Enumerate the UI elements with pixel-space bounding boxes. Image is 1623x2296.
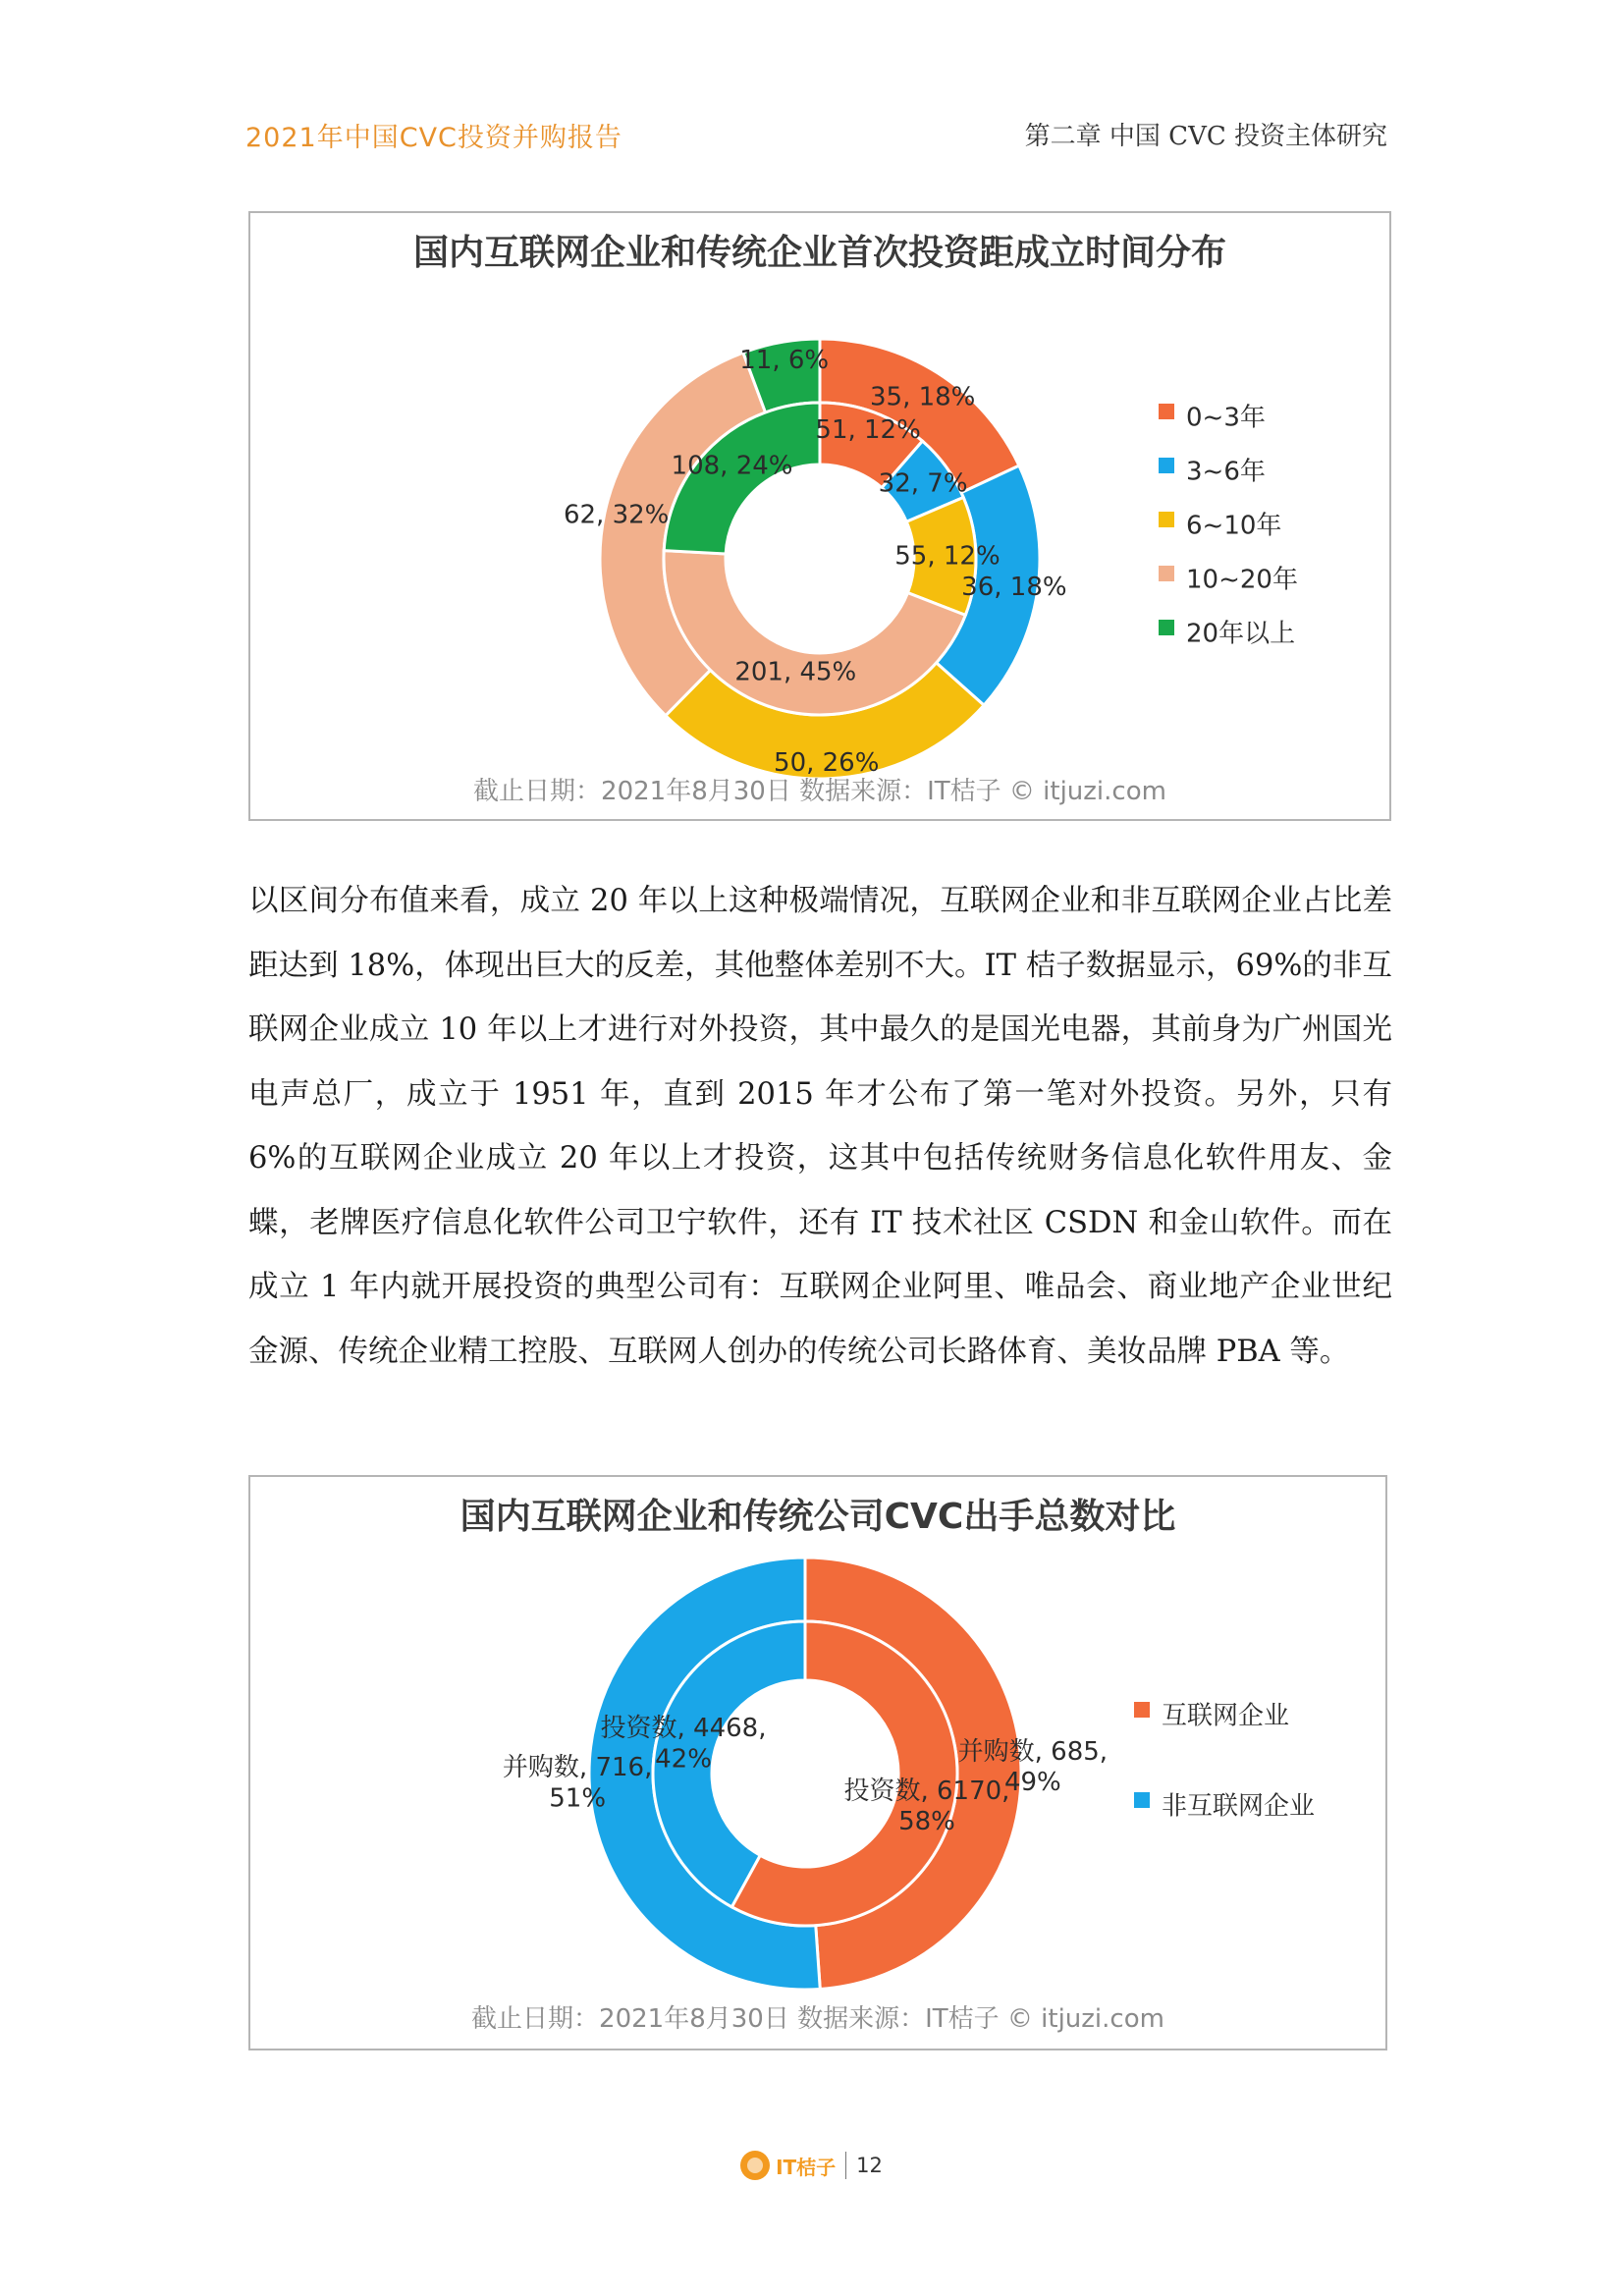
chart2-legend-label-1: 非互联网企业: [1162, 1791, 1316, 1822]
chart1-legend-item-1: [1159, 458, 1266, 487]
body-paragraph: [248, 869, 1392, 1384]
chart2-legend-label-0: 互联网企业: [1162, 1701, 1290, 1731]
page-number: 12: [856, 2154, 883, 2177]
chart2-legend-item-0: [1134, 1702, 1289, 1731]
chart2-inner-label-0: 投资数, 6170, 58%: [843, 1776, 1010, 1837]
chart1-source-note: 截止日期：2021年8月30日 数据来源：IT桔子 © itjuzi.com: [473, 777, 1166, 806]
chart1-legend-label-2: 6~10年: [1186, 511, 1282, 541]
chart1-legend-label-3: 10~20年: [1186, 565, 1298, 595]
footer-divider: [845, 2152, 846, 2179]
chart1-outer-label-4: 11, 6%: [739, 346, 830, 376]
chart1-legend-label-1: 3~6年: [1186, 457, 1266, 487]
chart2-legend-item-1: [1134, 1792, 1315, 1822]
chart1-legend-swatch-1: [1159, 458, 1174, 473]
chart2-svg: [250, 1477, 1385, 2049]
chart1-title: 国内互联网企业和传统企业首次投资距成立时间分布: [412, 233, 1227, 273]
footer-logo: [740, 2151, 836, 2180]
chart1-legend-item-3: [1159, 566, 1298, 595]
chart1-svg: [250, 213, 1389, 819]
chart2-rings: [589, 1558, 1021, 1990]
footer-logo-text: IT桔子: [776, 2155, 837, 2179]
chart1-inner-label-3: 201, 45%: [734, 657, 857, 687]
chart1-inner-label-4: 108, 24%: [671, 451, 793, 481]
chart2-source-note: 截止日期：2021年8月30日 数据来源：IT桔子 © itjuzi.com: [471, 2004, 1164, 2034]
chart2-legend-swatch-1: [1134, 1792, 1150, 1808]
chart1-legend-item-0: [1159, 404, 1266, 433]
chart1-legend-swatch-3: [1159, 566, 1174, 581]
paragraph-1: 以区间分布值来看，成立 20 年以上这种极端情况，互联网企业和非互联网企业占比差距达到 18%，体现出巨大的反差，其他整体差别不大。IT 桔子数据显示，69%的非互联网企业成立 10 年以上才进行对外投资，其中最久的是国光电器，其前身为广州国光电声总厂，成立于 1951 年，直到 2015 年才公布了第一笔对外投资。另外，只有 6%的互联网企业成立 20 年以上才投资，这其中包括传统财务信息化软件用友、金蝶，老牌医疗信息化软件公司卫宁软件，还有 IT 技术社区 CSDN 和金山软件。而在成立 1 年内就开展投资的典型公司有：互联网企业阿里、唯品会、商业地产企业世纪金源、传统企业精工控股、互联网人创办的传统公司长路体育、美妆品牌 PBA 等。: [248, 884, 1392, 1369]
chart1-legend-item-2: [1159, 512, 1281, 541]
chart2-outer-label-1: 并购数, 716, 51%: [502, 1753, 653, 1814]
chart1-outer-label-2: 50, 26%: [774, 747, 880, 778]
chart2-outer-label-0: 并购数, 685, 49%: [957, 1736, 1109, 1798]
chart1-legend-item-4: [1159, 620, 1295, 649]
chart1-legend-swatch-4: [1159, 620, 1174, 635]
orange-logo-icon: [740, 2151, 770, 2180]
chart1-inner-label-2: 55, 12%: [894, 541, 1001, 572]
chart1-legend: [1159, 404, 1298, 649]
chart-cvc-total-comparison: [248, 1475, 1387, 2050]
chart1-outer-label-0: 35, 18%: [869, 382, 976, 412]
page-footer: [0, 2148, 1623, 2183]
chart-first-investment-distribution: [248, 211, 1391, 821]
report-title: 2021年中国CVC投资并购报告: [245, 123, 622, 153]
chart1-outer-label-1: 36, 18%: [961, 573, 1067, 603]
chart2-title: 国内互联网企业和传统公司CVC出手总数对比: [460, 1497, 1176, 1537]
chart1-inner-label-0: 51, 12%: [815, 414, 921, 445]
chart2-legend-swatch-0: [1134, 1702, 1150, 1718]
chart1-legend-swatch-2: [1159, 512, 1174, 527]
chart1-inner-label-1: 32, 7%: [878, 468, 968, 499]
chart1-legend-swatch-0: [1159, 404, 1174, 419]
chart2-inner-label-1: 投资数, 4468, 42%: [600, 1714, 767, 1775]
chart2-legend: [1134, 1702, 1315, 1822]
chapter-title: 第二章 中国 CVC 投资主体研究: [1024, 122, 1387, 151]
chart1-legend-label-0: 0~3年: [1186, 403, 1266, 433]
chart1-outer-label-3: 62, 32%: [563, 500, 670, 530]
chart1-legend-label-4: 20年以上: [1186, 619, 1296, 649]
